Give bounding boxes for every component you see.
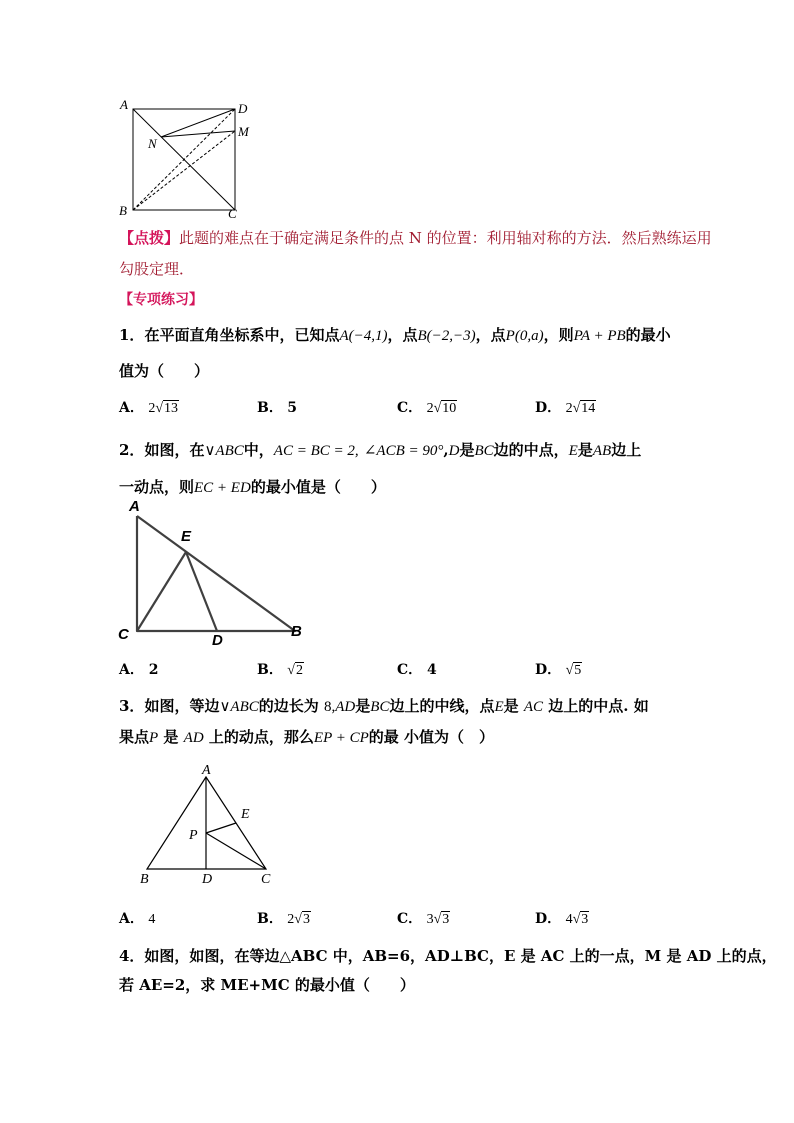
q3-option-c-coef: 3: [426, 912, 434, 927]
q3-text-6: 边上的中点. 如: [548, 697, 649, 715]
q1-text-4: ，则: [543, 326, 574, 344]
q1-text-3: ，点: [475, 326, 506, 344]
q4-line-1: 4．如图，如图，在等边△ABC 中，AB=6，AD⊥BC，E 是 AC 上的一点，M 是 AD 上的点，: [119, 947, 777, 965]
q2-text-3: ,: [443, 441, 449, 459]
q2-text-7: 边上: [611, 441, 642, 459]
fig3-label-b: B: [140, 872, 149, 887]
q1-text-2: ，点: [387, 326, 418, 344]
fig1-label-n: N: [148, 136, 157, 151]
q1-option-d-radicand: 14: [581, 401, 596, 416]
q3-option-b-letter: B．: [257, 911, 283, 927]
q3-option-a-letter: A．: [119, 911, 144, 927]
q1-text-1: 在平面直角坐标系中，已知点: [144, 326, 340, 344]
q2-point-d: D: [448, 443, 460, 459]
figure-right-triangle: [115, 500, 315, 652]
q3-text-4: 边上的中线，点: [389, 697, 495, 715]
q3-option-c-letter: C．: [397, 911, 423, 927]
q3-text-9: 上的动点，那么: [208, 728, 314, 746]
tip-label: 【点拨】: [119, 229, 180, 247]
q3-text-1: 如图，等边: [144, 697, 220, 715]
q2-option-a-letter: A．: [119, 662, 144, 678]
q2-text-1: 如图，在: [144, 441, 205, 459]
q2-number: 2．: [119, 441, 145, 459]
q3-option-c-radicand: 3: [442, 912, 450, 927]
q2-line-2: [119, 477, 386, 498]
fig2-label-c: C: [118, 626, 129, 643]
q3-line-2: [119, 727, 494, 748]
q2-condition: AC = BC = 2,: [273, 443, 359, 459]
q1-option-b-letter: B．: [257, 400, 283, 416]
q3-segment-ad-2: AD: [183, 730, 204, 746]
q2-line-1: [119, 440, 641, 461]
fig1-label-m: M: [238, 124, 249, 139]
q3-segment-ad: AD: [335, 699, 356, 715]
fig2-label-a: A: [129, 498, 140, 515]
q3-text-8: 是: [163, 728, 179, 746]
q3-text-3: 是: [355, 697, 371, 715]
tip-text-1: 此题的难点在于确定满足条件的点 N 的位置：利用轴对称的方法．然后熟练运用: [179, 229, 712, 247]
q3-side-length: 8,: [324, 699, 336, 715]
q2-point-e: E: [568, 443, 578, 459]
q3-option-b-coef: 2: [287, 912, 295, 927]
q2-text-4: 是: [459, 441, 475, 459]
q1-option-a-radicand: 13: [164, 401, 179, 416]
q2-option-a-value: 2: [148, 662, 159, 678]
q1-option-c-letter: C．: [397, 400, 423, 416]
q3-option-d-radicand: 3: [581, 912, 589, 927]
fig2-label-d: D: [212, 632, 223, 649]
q1-option-d-letter: D．: [535, 400, 562, 416]
q3-point-p: P: [149, 730, 159, 746]
q3-option-d-coef: 4: [565, 912, 573, 927]
fig1-label-a: A: [120, 97, 128, 112]
q1-point-b: B(−2,−3): [417, 328, 476, 344]
q2-text-5: 边的中点，: [493, 441, 569, 459]
q2-triangle: ∨ABC: [204, 443, 244, 459]
q2-expression: EC + ED: [194, 480, 251, 496]
q1-option-d-coef: 2: [565, 401, 573, 416]
fig1-label-d: D: [238, 101, 248, 116]
q2-option-b[interactable]: B． √2: [257, 662, 303, 678]
q2-option-c-letter: C．: [397, 662, 423, 678]
q3-text-5: 是: [503, 697, 519, 715]
q3-segment-ac: AC: [523, 699, 544, 715]
q4-line-2: 若 AE=2，求 ME+MC 的最小值（ ）: [119, 976, 415, 994]
q2-option-b-letter: B．: [257, 662, 283, 678]
q3-option-d-letter: D．: [535, 911, 562, 927]
q2-segment-bc: BC: [474, 443, 494, 459]
q3-option-b-radicand: 3: [302, 912, 310, 927]
q1-option-d[interactable]: D． 2√14: [535, 400, 596, 416]
q3-text-7: 果点: [119, 728, 150, 746]
q2-option-d-radicand: 5: [574, 663, 582, 678]
fig1-label-c: C: [228, 206, 237, 221]
q2-option-c-value: 4: [427, 662, 437, 678]
q1-option-c-coef: 2: [426, 401, 434, 416]
q3-expression: EP + CP: [313, 730, 369, 746]
fig3-label-a: A: [202, 763, 211, 778]
q1-option-c[interactable]: C． 2√10: [397, 400, 457, 416]
q3-line-1: [119, 696, 649, 717]
q1-line-1: [119, 325, 671, 346]
q1-line-2: 值为（ ）: [119, 362, 210, 380]
q1-option-a[interactable]: A． 2√13: [119, 400, 179, 416]
q2-option-a[interactable]: [119, 660, 159, 680]
q2-option-c[interactable]: [397, 660, 437, 680]
tip-line-1: [119, 228, 712, 248]
q2-text-2: 中，: [243, 441, 274, 459]
q3-option-d[interactable]: D． 4√3: [535, 911, 589, 927]
fig2-label-e: E: [181, 528, 192, 545]
q3-text-10: 的最 小值为（ ）: [368, 728, 494, 746]
fig3-label-d: D: [202, 872, 213, 887]
q2-option-d-letter: D．: [535, 662, 562, 678]
q1-option-b-value: 5: [287, 400, 298, 416]
q2-option-b-radicand: 2: [295, 663, 303, 678]
q1-point-p: P(0,a): [505, 328, 544, 344]
tip-line-2: 勾股定理．: [119, 260, 195, 278]
q1-option-a-letter: A．: [119, 400, 144, 416]
q3-triangle: ∨ABC: [219, 699, 259, 715]
q3-option-b[interactable]: B． 2√3: [257, 911, 310, 927]
fig3-label-c: C: [261, 872, 271, 887]
q1-option-c-radicand: 10: [442, 401, 457, 416]
q3-segment-bc: BC: [370, 699, 390, 715]
fig1-label-b: B: [119, 203, 127, 218]
q2-angle: ∠ACB = 90°: [363, 443, 444, 459]
q3-option-a[interactable]: [119, 909, 155, 930]
q1-number: 1．: [119, 326, 145, 344]
q1-option-a-coef: 2: [148, 401, 156, 416]
q1-option-b[interactable]: [257, 398, 297, 418]
q1-point-a: A(−4,1): [339, 328, 388, 344]
q2-text-8: 一动点，则: [119, 478, 195, 496]
fig3-label-e: E: [241, 807, 250, 822]
fig3-label-p: P: [189, 828, 198, 843]
q3-point-e: E: [494, 699, 504, 715]
q3-number: 3．: [119, 697, 145, 715]
q2-text-6: 是: [577, 441, 593, 459]
q1-text-5: 的最小: [625, 326, 671, 344]
q1-expression: PA + PB: [573, 328, 626, 344]
q3-option-c[interactable]: C． 3√3: [397, 911, 450, 927]
q2-segment-ab: AB: [592, 443, 612, 459]
fig2-label-b: B: [291, 623, 302, 640]
q2-option-d[interactable]: D． √5: [535, 662, 582, 678]
q2-text-9: 的最小值是（ ）: [250, 478, 386, 496]
q3-option-a-value: 4: [148, 912, 156, 927]
section-title: 【专项练习】: [119, 292, 203, 308]
q3-text-2: 的边长为: [258, 697, 319, 715]
